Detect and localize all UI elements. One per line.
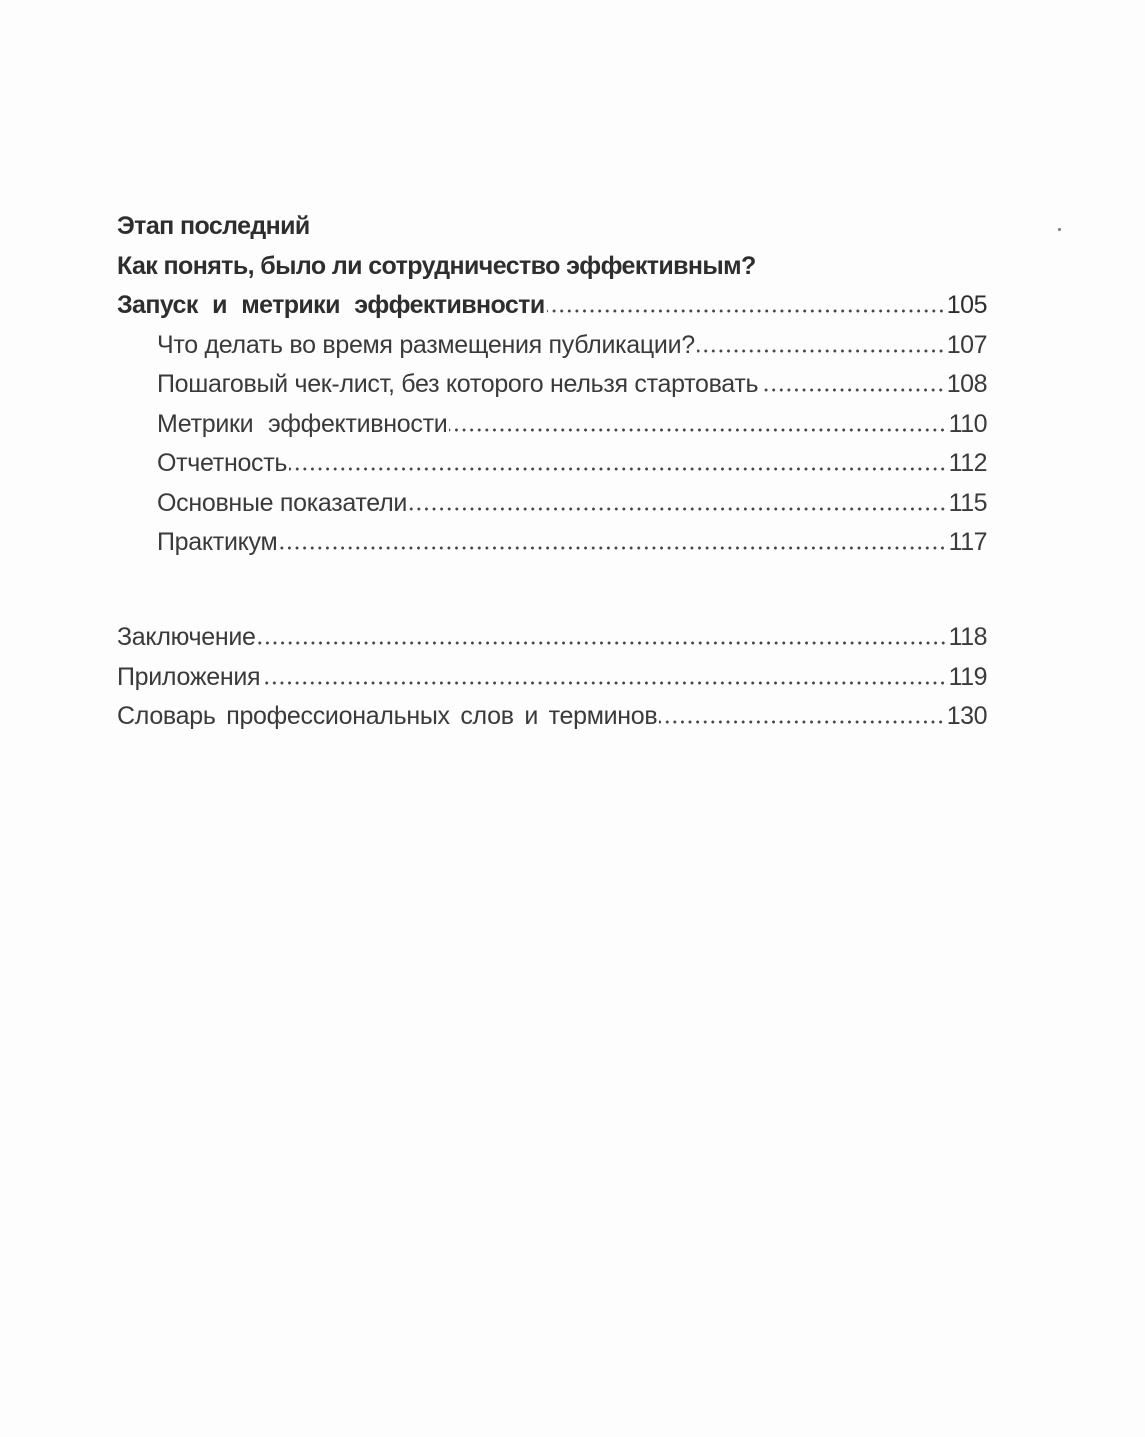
entry-page: 110 [948,409,987,438]
entry-title: Метрики эффективности [157,409,448,438]
entry-page: 118 [948,623,987,651]
entry-title: Словарь профессиональных слов и терминов [117,702,658,730]
scan-speck [1058,228,1061,231]
leader-dots [697,349,945,353]
toc-entry[interactable] [117,444,987,484]
entry-title: Отчетность [157,449,288,477]
toc-entry-chapter[interactable] [117,286,987,326]
leader-dots [449,428,946,432]
stage-label-text: Этап последний [117,212,310,240]
entry-page: 115 [948,488,987,517]
entry-page: 130 [946,702,987,730]
entry-title: Практикум [157,528,278,556]
entry-page: 117 [948,528,987,556]
entry-title: Заключение [117,623,256,651]
entry-page: 119 [948,662,987,691]
toc-entry[interactable] [117,365,987,405]
toc-back-matter [117,618,987,737]
entry-page: 112 [948,449,987,477]
leader-dots [262,681,946,685]
leader-dots [409,507,947,511]
entry-page: 108 [946,370,987,398]
toc-entry[interactable] [117,697,987,737]
entry-title: Пошаговый чек-лист, без которого нельзя стартовать [157,370,759,398]
entry-title: Что делать во время размещения публикации? [157,330,695,359]
entry-title: Запуск и метрики эффективности [117,291,545,319]
leader-dots [289,467,947,471]
leader-dots [258,641,947,645]
leader-dots [659,720,944,724]
entry-title: Основные показатели [157,488,408,517]
toc-stage-section [117,207,987,563]
leader-dots [760,388,945,392]
toc-entry[interactable] [117,523,987,563]
leader-dots [547,309,945,313]
stage-question [117,247,987,287]
toc-entry[interactable] [117,484,987,524]
entry-title: Приложения [117,662,261,691]
entry-page: 105 [946,291,987,319]
toc-entry[interactable] [117,658,987,698]
toc-entry[interactable] [117,618,987,658]
stage-question-text: Как понять, было ли сотрудничество эффективным? [117,251,756,280]
entry-page: 107 [946,330,987,359]
toc-entry[interactable] [117,326,987,366]
leader-dots [279,546,946,550]
toc-entry[interactable] [117,405,987,445]
stage-label [117,207,987,247]
